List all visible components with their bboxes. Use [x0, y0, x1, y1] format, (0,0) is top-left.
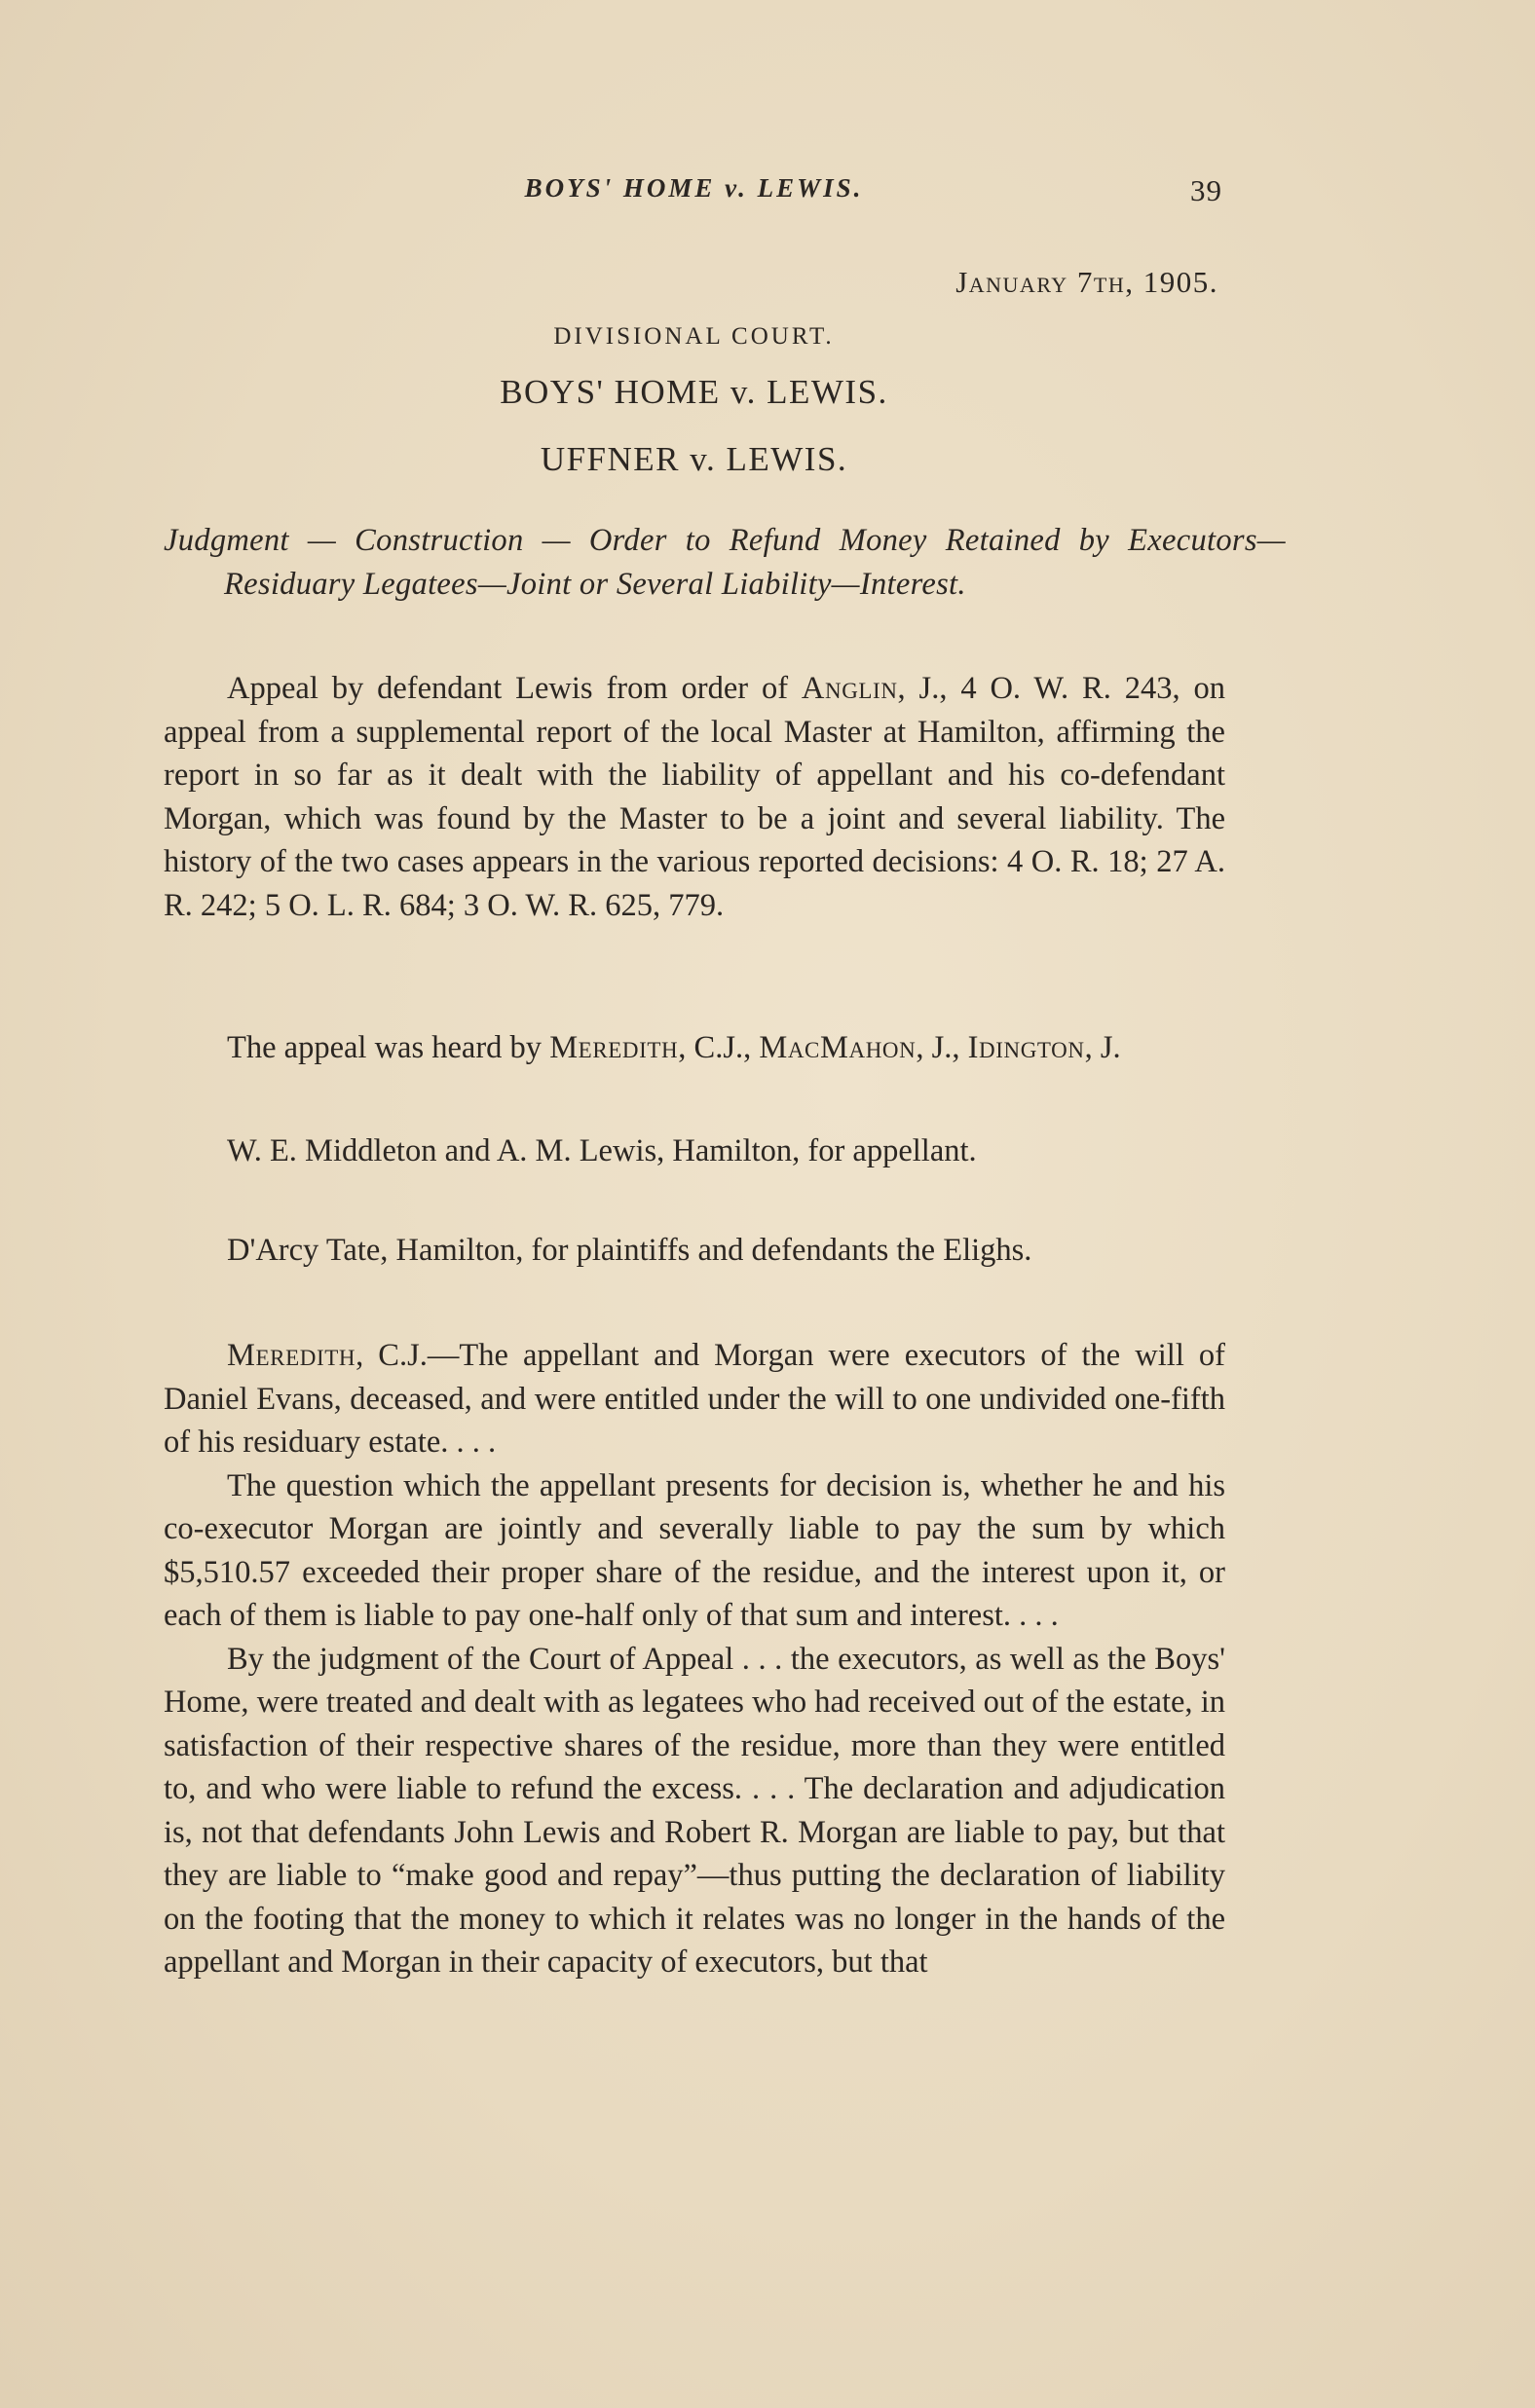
heard-paragraph — [164, 1026, 1225, 1070]
case-title-1: BOYS' HOME v. LEWIS. — [500, 373, 888, 411]
running-head: BOYS' HOME v. LEWIS. — [524, 173, 864, 203]
heard-prefix: The appeal was heard by — [227, 1030, 550, 1065]
appeal-text: , J., 4 O. W. R. 243, on appeal from a supplemental report of the local Master at Hamilton, affirming the report in so far as it dealt with the liability of appellant and his co-defendant Morgan, which was found by the Master to be a joint and several liability. The history of the two cases appears in the various reported decisions: 4 O. R. 18; 27 A. R. 242; 5 O. L. R. 684; 3 O. W. R. 625, 779. — [164, 671, 1225, 923]
opinion-paragraph-3: By the judgment of the Court of Appeal . . . the executors, as well as the Boys' Home, were treated and dealt with as legatees who had received out of the estate, in satisfaction of their respective shares of the residue, more than they were entitled to, and who were liable to refund the excess. . . . The declaration and adjudication is, not that defendants John Lewis and Robert R. Morgan are liable to pay, but that they are liable to “make good and repay”—thus putting the declaration of liability on the footing that the money to which it relates was no longer in the hands of the appellant and Morgan in their capacity of executors, but that — [164, 1641, 1225, 1980]
court-name: DIVISIONAL COURT. — [553, 323, 835, 350]
heard-separator: , J., — [916, 1030, 968, 1065]
judge-name: Anglin — [801, 671, 898, 706]
judge-name: MacMahon — [759, 1030, 917, 1065]
appeal-paragraph — [164, 667, 1225, 927]
page-header — [166, 173, 1222, 216]
appeal-prefix: Appeal by defendant Lewis from order of — [227, 671, 802, 706]
judge-name: Idington — [967, 1030, 1085, 1065]
counsel-text: D'Arcy Tate, Hamilton, for plaintiffs and defendants the Elighs. — [227, 1233, 1032, 1268]
page-number: 39 — [1190, 173, 1222, 207]
judge-name: Meredith — [227, 1338, 356, 1373]
counsel-respondents — [164, 1229, 1225, 1273]
heard-suffix: , J. — [1084, 1030, 1121, 1065]
opinion-body — [164, 1334, 1225, 1984]
case-title-2: UFFNER v. LEWIS. — [540, 440, 848, 478]
counsel-appellant — [164, 1130, 1225, 1173]
judge-name: Meredith — [549, 1030, 679, 1065]
decision-date: January 7th, 1905. — [955, 265, 1218, 299]
opinion-paragraph-1: , C.J.—The appellant and Morgan were executors of the will of Daniel Evans, deceased, and were entitled under the will to one undivided one-fifth of his residuary estate. . . . — [164, 1338, 1225, 1460]
headnote: Judgment — Construction — Order to Refund Money Retained by Executors—Residuary Legatees—Joint or Several Liability—Interest. — [164, 523, 1286, 602]
opinion-paragraph-2: The question which the appellant presents for decision is, whether he and his co-executor Morgan are jointly and severally liable to pay the sum by which $5,510.57 exceeded their proper share of the residue, and the interest upon it, or each of them is liable to pay one-half only of that sum and interest. . . . — [164, 1467, 1225, 1633]
heard-separator: , C.J., — [678, 1030, 760, 1065]
counsel-text: W. E. Middleton and A. M. Lewis, Hamilton, for appellant. — [227, 1133, 977, 1168]
